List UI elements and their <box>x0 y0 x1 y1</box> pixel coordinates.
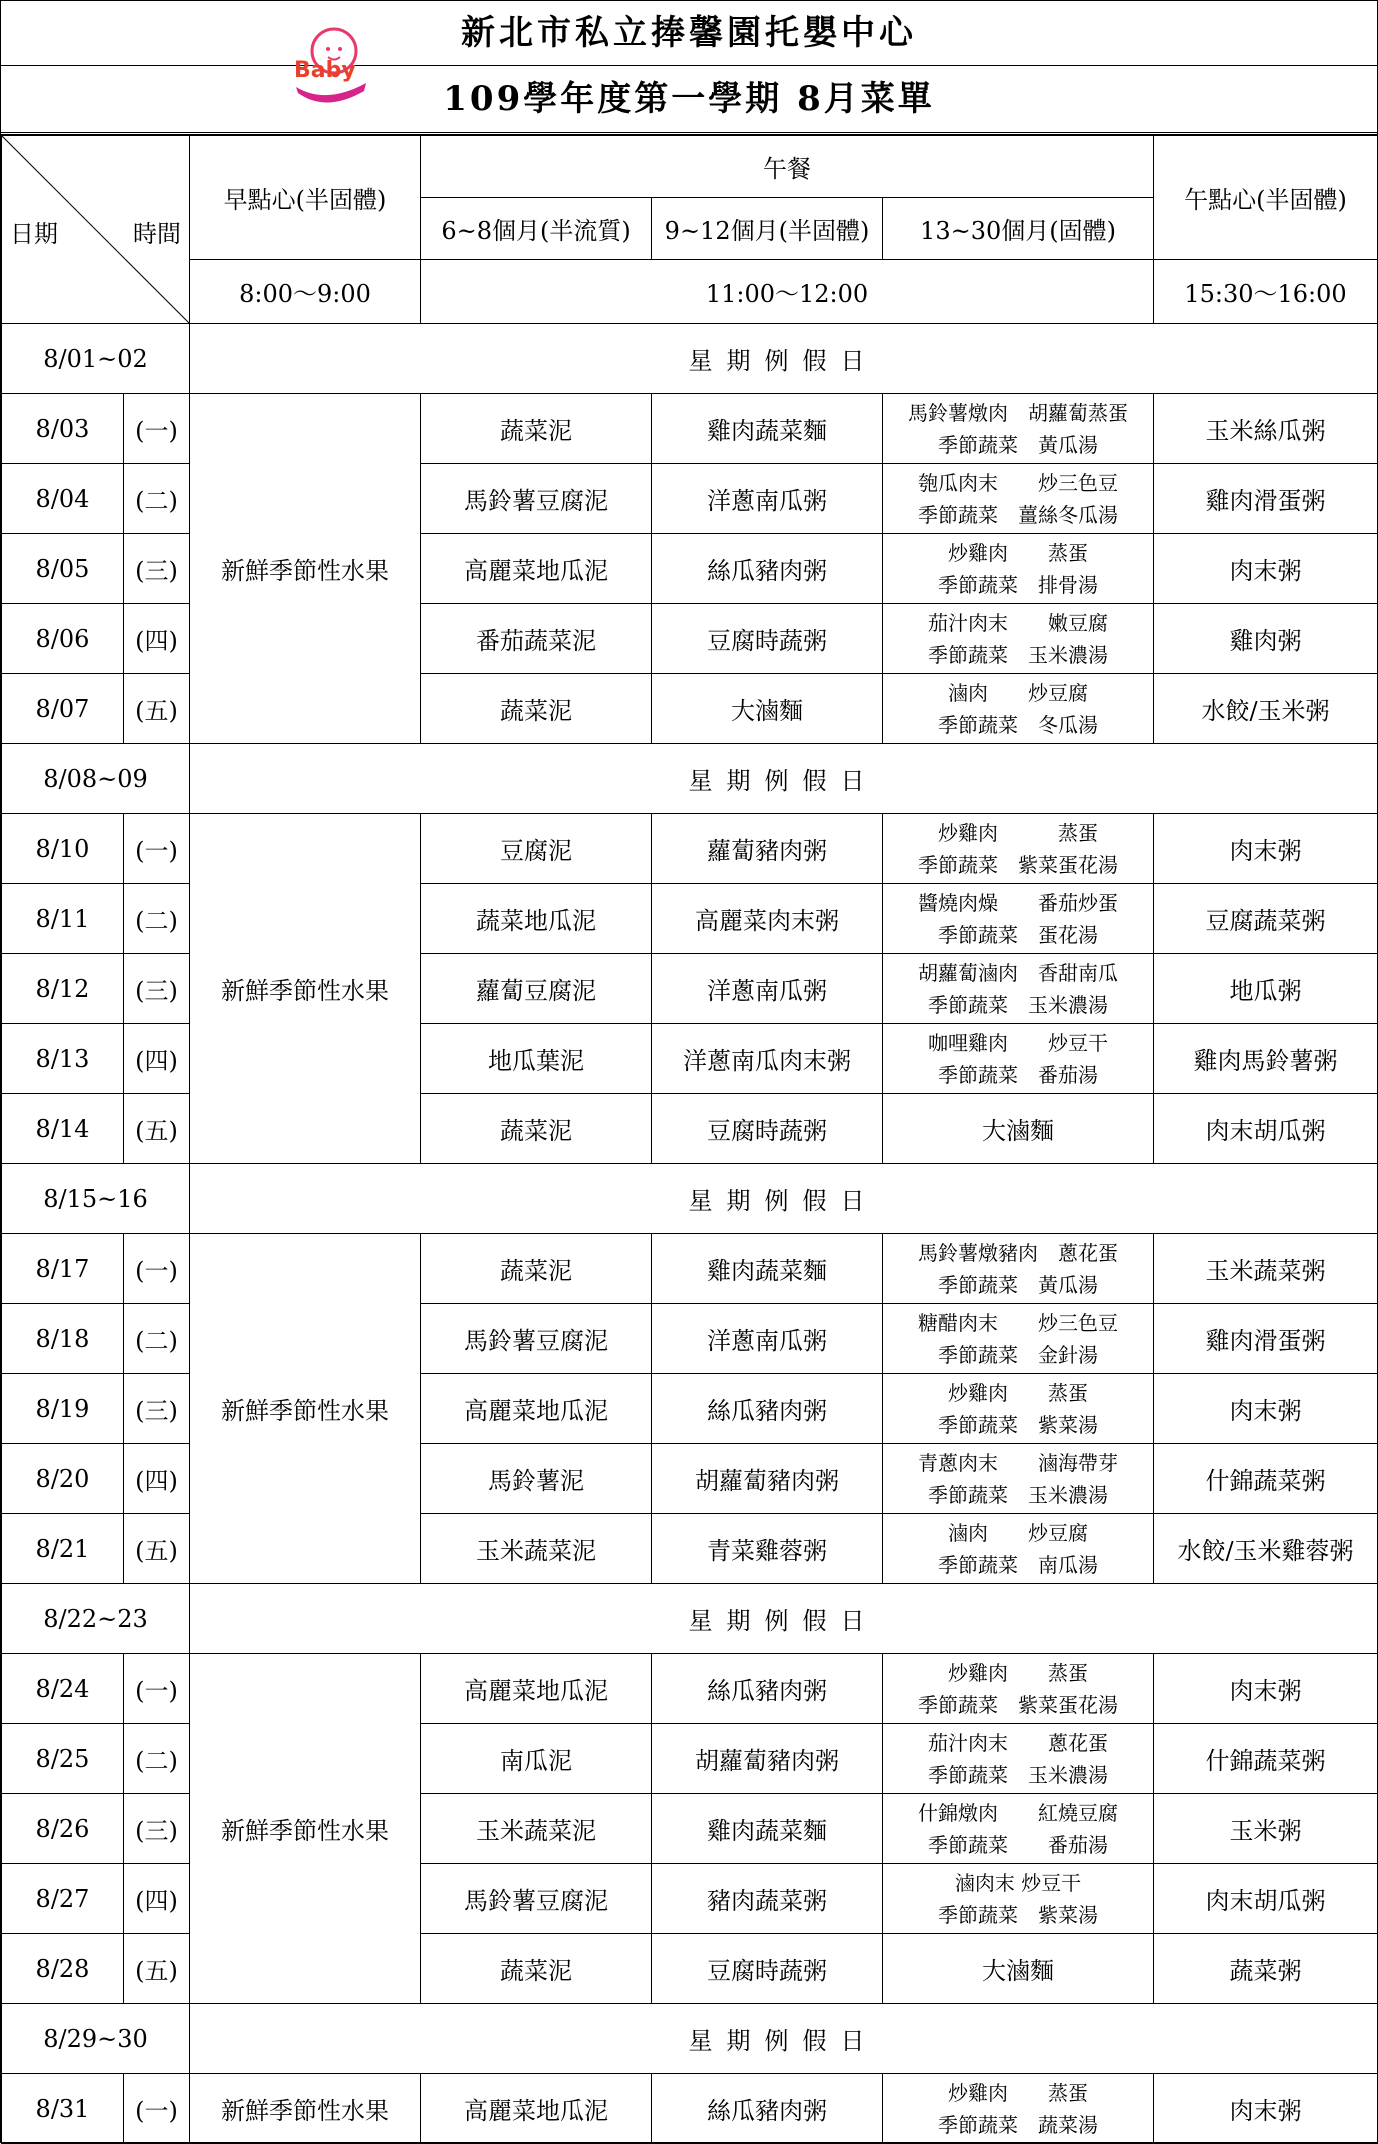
lunch-9-12-cell: 洋蔥南瓜肉末粥 <box>652 1024 883 1094</box>
menu-title: 109學年度第一學期 8月菜單 <box>443 79 935 119</box>
holiday-row <box>2 744 1378 814</box>
lunch-9-12-cell: 絲瓜豬肉粥 <box>652 1374 883 1444</box>
afternoon-snack-cell: 玉米蔬菜粥 <box>1154 1234 1378 1304</box>
lunch-6-8-cell: 馬鈴薯豆腐泥 <box>421 1864 652 1934</box>
side-dishes: 季節蔬菜 番茄湯 <box>938 1062 1098 1087</box>
fruit-cell: 新鮮季節性水果 <box>190 1234 421 1584</box>
lunch-13-30-cell <box>883 674 1154 744</box>
lunch-13-30-cell <box>883 534 1154 604</box>
lunch-13-30-cell <box>883 1374 1154 1444</box>
day-weekday: (四) <box>124 1444 190 1514</box>
day-date: 8/12 <box>2 954 124 1024</box>
day-date: 8/04 <box>2 464 124 534</box>
day-date: 8/06 <box>2 604 124 674</box>
lunch-13-30-cell <box>883 814 1154 884</box>
lunch-13-30-cell <box>883 1304 1154 1374</box>
day-date: 8/21 <box>2 1514 124 1584</box>
lunch-6-8-cell: 蔬菜泥 <box>421 1234 652 1304</box>
side-dishes: 季節蔬菜 薑絲冬瓜湯 <box>918 502 1118 527</box>
day-row <box>2 2074 1378 2144</box>
day-row <box>2 1234 1378 1304</box>
holiday-label: 星期例假日 <box>190 324 1378 394</box>
lunch-6-8-cell: 高麗菜地瓜泥 <box>421 2074 652 2144</box>
lunch-9-12-header: 9~12個月(半固體) <box>652 198 883 260</box>
lunch-13-30-cell <box>883 1654 1154 1724</box>
lunch-9-12-cell: 絲瓜豬肉粥 <box>652 2074 883 2144</box>
lunch-13-30-cell <box>883 604 1154 674</box>
day-weekday: (五) <box>124 1094 190 1164</box>
main-dishes: 馬鈴薯燉豬肉 蔥花蛋 <box>918 1240 1118 1265</box>
afternoon-snack-cell: 肉末粥 <box>1154 814 1378 884</box>
lunch-9-12-cell: 洋蔥南瓜粥 <box>652 1304 883 1374</box>
side-dishes: 季節蔬菜 紫菜湯 <box>938 1412 1098 1437</box>
side-dishes: 季節蔬菜 紫菜湯 <box>938 1902 1098 1927</box>
day-weekday: (三) <box>124 954 190 1024</box>
lunch-6-8-cell: 高麗菜地瓜泥 <box>421 534 652 604</box>
day-weekday: (一) <box>124 1234 190 1304</box>
day-weekday: (二) <box>124 884 190 954</box>
afternoon-snack-cell: 雞肉馬鈴薯粥 <box>1154 1024 1378 1094</box>
main-dishes: 什錦燉肉 紅燒豆腐 <box>918 1800 1118 1825</box>
day-weekday: (四) <box>124 604 190 674</box>
side-dishes: 季節蔬菜 玉米濃湯 <box>928 992 1108 1017</box>
date-time-header <box>2 136 190 324</box>
time-header: 時間 <box>133 220 181 248</box>
lunch-13-30-cell <box>883 1024 1154 1094</box>
holiday-date: 8/08~09 <box>2 744 190 814</box>
day-row <box>2 394 1378 464</box>
day-date: 8/14 <box>2 1094 124 1164</box>
holiday-row <box>2 324 1378 394</box>
day-date: 8/17 <box>2 1234 124 1304</box>
day-date: 8/31 <box>2 2074 124 2144</box>
lunch-9-12-cell: 豆腐時蔬粥 <box>652 604 883 674</box>
day-weekday: (三) <box>124 1374 190 1444</box>
main-dishes: 炒雞肉 蒸蛋 <box>948 1660 1088 1685</box>
day-date: 8/05 <box>2 534 124 604</box>
lunch-header: 午餐 <box>421 136 1154 198</box>
lunch-6-8-cell: 番茄蔬菜泥 <box>421 604 652 674</box>
main-dishes: 滷肉末 炒豆干 <box>954 1870 1082 1895</box>
svg-text:Baby: Baby <box>294 58 356 83</box>
day-weekday: (五) <box>124 1934 190 2004</box>
day-weekday: (四) <box>124 1024 190 1094</box>
lunch-13-30-cell <box>883 464 1154 534</box>
day-row <box>2 1654 1378 1724</box>
day-weekday: (一) <box>124 394 190 464</box>
lunch-6-8-cell: 馬鈴薯豆腐泥 <box>421 464 652 534</box>
lunch-9-12-cell: 高麗菜肉末粥 <box>652 884 883 954</box>
afternoon-snack-cell: 玉米絲瓜粥 <box>1154 394 1378 464</box>
afternoon-snack-cell: 玉米粥 <box>1154 1794 1378 1864</box>
holiday-row <box>2 1584 1378 1654</box>
lunch-9-12-cell: 雞肉蔬菜麵 <box>652 1234 883 1304</box>
afternoon-snack-cell: 水餃/玉米雞蓉粥 <box>1154 1514 1378 1584</box>
lunch-13-30-cell <box>883 1514 1154 1584</box>
main-dishes: 胡蘿蔔滷肉 香甜南瓜 <box>918 960 1118 985</box>
day-date: 8/27 <box>2 1864 124 1934</box>
afternoon-snack-cell: 肉末胡瓜粥 <box>1154 1094 1378 1164</box>
lunch-9-12-cell: 大滷麵 <box>652 674 883 744</box>
lunch-6-8-cell: 蔬菜泥 <box>421 1094 652 1164</box>
school-name: 新北市私立捧馨園托嬰中心 <box>461 13 917 53</box>
lunch-6-8-cell: 玉米蔬菜泥 <box>421 1514 652 1584</box>
side-dishes: 季節蔬菜 黃瓜湯 <box>938 1272 1098 1297</box>
main-dishes: 青蔥肉末 滷海帶芽 <box>918 1450 1118 1475</box>
side-dishes: 季節蔬菜 蛋花湯 <box>938 922 1098 947</box>
lunch-13-30-cell: 大滷麵 <box>883 1094 1154 1164</box>
main-dishes: 咖哩雞肉 炒豆干 <box>928 1030 1108 1055</box>
afternoon-snack-cell: 地瓜粥 <box>1154 954 1378 1024</box>
day-date: 8/25 <box>2 1724 124 1794</box>
morning-snack-header: 早點心(半固體) <box>190 136 421 260</box>
day-weekday: (二) <box>124 464 190 534</box>
afternoon-time: 15:30～16:00 <box>1154 260 1378 324</box>
day-weekday: (三) <box>124 1794 190 1864</box>
day-weekday: (二) <box>124 1724 190 1794</box>
main-dishes: 炒雞肉 蒸蛋 <box>948 2080 1088 2105</box>
holiday-row <box>2 1164 1378 1234</box>
day-weekday: (三) <box>124 534 190 604</box>
day-weekday: (一) <box>124 814 190 884</box>
afternoon-snack-cell: 肉末粥 <box>1154 2074 1378 2144</box>
afternoon-snack-cell: 肉末粥 <box>1154 1374 1378 1444</box>
day-date: 8/18 <box>2 1304 124 1374</box>
lunch-9-12-cell: 胡蘿蔔豬肉粥 <box>652 1724 883 1794</box>
side-dishes: 季節蔬菜 紫菜蛋花湯 <box>918 852 1118 877</box>
afternoon-snack-cell: 雞肉粥 <box>1154 604 1378 674</box>
side-dishes: 季節蔬菜 蔬菜湯 <box>938 2112 1098 2137</box>
lunch-6-8-cell: 南瓜泥 <box>421 1724 652 1794</box>
holiday-date: 8/01~02 <box>2 324 190 394</box>
holiday-label: 星期例假日 <box>190 2004 1378 2074</box>
side-dishes: 季節蔬菜 冬瓜湯 <box>938 712 1098 737</box>
lunch-9-12-cell: 洋蔥南瓜粥 <box>652 954 883 1024</box>
afternoon-snack-cell: 雞肉滑蛋粥 <box>1154 464 1378 534</box>
date-header: 日期 <box>10 220 58 248</box>
menu-table <box>1 135 1378 2144</box>
afternoon-snack-cell: 什錦蔬菜粥 <box>1154 1444 1378 1514</box>
day-weekday: (四) <box>124 1864 190 1934</box>
lunch-6-8-cell: 豆腐泥 <box>421 814 652 884</box>
day-date: 8/24 <box>2 1654 124 1724</box>
fruit-cell: 新鮮季節性水果 <box>190 394 421 744</box>
day-date: 8/20 <box>2 1444 124 1514</box>
lunch-6-8-cell: 蔬菜泥 <box>421 394 652 464</box>
day-weekday: (一) <box>124 2074 190 2144</box>
day-weekday: (一) <box>124 1654 190 1724</box>
lunch-6-8-cell: 蔬菜泥 <box>421 674 652 744</box>
day-date: 8/10 <box>2 814 124 884</box>
lunch-9-12-cell: 洋蔥南瓜粥 <box>652 464 883 534</box>
main-dishes: 滷肉 炒豆腐 <box>948 680 1088 705</box>
main-dishes: 茄汁肉末 嫩豆腐 <box>928 610 1108 635</box>
lunch-6-8-cell: 高麗菜地瓜泥 <box>421 1654 652 1724</box>
day-weekday: (五) <box>124 674 190 744</box>
lunch-6-8-cell: 蔬菜地瓜泥 <box>421 884 652 954</box>
fruit-cell: 新鮮季節性水果 <box>190 1654 421 2004</box>
lunch-9-12-cell: 蘿蔔豬肉粥 <box>652 814 883 884</box>
lunch-6-8-cell: 馬鈴薯豆腐泥 <box>421 1304 652 1374</box>
lunch-9-12-cell: 絲瓜豬肉粥 <box>652 1654 883 1724</box>
lunch-13-30-cell <box>883 1234 1154 1304</box>
holiday-label: 星期例假日 <box>190 1164 1378 1234</box>
lunch-9-12-cell: 豆腐時蔬粥 <box>652 1934 883 2004</box>
side-dishes: 季節蔬菜 玉米濃湯 <box>928 1482 1108 1507</box>
lunch-13-30-cell <box>883 1724 1154 1794</box>
main-dishes: 醬燒肉燥 番茄炒蛋 <box>918 890 1118 915</box>
lunch-9-12-cell: 青菜雞蓉粥 <box>652 1514 883 1584</box>
lunch-time: 11:00～12:00 <box>421 260 1154 324</box>
afternoon-snack-cell: 豆腐蔬菜粥 <box>1154 884 1378 954</box>
day-date: 8/28 <box>2 1934 124 2004</box>
fruit-cell: 新鮮季節性水果 <box>190 814 421 1164</box>
afternoon-snack-cell: 肉末粥 <box>1154 1654 1378 1724</box>
day-date: 8/07 <box>2 674 124 744</box>
main-dishes: 茄汁肉末 蔥花蛋 <box>928 1730 1108 1755</box>
afternoon-snack-header: 午點心(半固體) <box>1154 136 1378 260</box>
day-date: 8/19 <box>2 1374 124 1444</box>
main-dishes: 糖醋肉末 炒三色豆 <box>918 1310 1118 1335</box>
day-date: 8/03 <box>2 394 124 464</box>
menu-title-row <box>1 66 1377 135</box>
side-dishes: 季節蔬菜 金針湯 <box>938 1342 1098 1367</box>
day-row <box>2 814 1378 884</box>
main-dishes: 炒雞肉 蒸蛋 <box>948 1380 1088 1405</box>
side-dishes: 季節蔬菜 黃瓜湯 <box>938 432 1098 457</box>
lunch-13-30-cell <box>883 954 1154 1024</box>
afternoon-snack-cell: 肉末粥 <box>1154 534 1378 604</box>
afternoon-snack-cell: 什錦蔬菜粥 <box>1154 1724 1378 1794</box>
lunch-6-8-cell: 馬鈴薯泥 <box>421 1444 652 1514</box>
holiday-label: 星期例假日 <box>190 1584 1378 1654</box>
lunch-6-8-cell: 高麗菜地瓜泥 <box>421 1374 652 1444</box>
lunch-6-8-cell: 蘿蔔豆腐泥 <box>421 954 652 1024</box>
afternoon-snack-cell: 雞肉滑蛋粥 <box>1154 1304 1378 1374</box>
lunch-9-12-cell: 絲瓜豬肉粥 <box>652 534 883 604</box>
holiday-label: 星期例假日 <box>190 744 1378 814</box>
fruit-cell: 新鮮季節性水果 <box>190 2074 421 2144</box>
lunch-13-30-cell <box>883 2074 1154 2144</box>
lunch-6-8-cell: 玉米蔬菜泥 <box>421 1794 652 1864</box>
lunch-6-8-cell: 蔬菜泥 <box>421 1934 652 2004</box>
side-dishes: 季節蔬菜 紫菜蛋花湯 <box>918 1692 1118 1717</box>
side-dishes: 季節蔬菜 南瓜湯 <box>938 1552 1098 1577</box>
main-dishes: 匏瓜肉末 炒三色豆 <box>918 470 1118 495</box>
day-weekday: (五) <box>124 1514 190 1584</box>
main-dishes: 炒雞肉 蒸蛋 <box>938 820 1098 845</box>
lunch-13-30-cell: 大滷麵 <box>883 1934 1154 2004</box>
side-dishes: 季節蔬菜 玉米濃湯 <box>928 1762 1108 1787</box>
lunch-13-30-cell <box>883 394 1154 464</box>
lunch-9-12-cell: 胡蘿蔔豬肉粥 <box>652 1444 883 1514</box>
lunch-9-12-cell: 豬肉蔬菜粥 <box>652 1864 883 1934</box>
lunch-6-8-cell: 地瓜葉泥 <box>421 1024 652 1094</box>
lunch-9-12-cell: 雞肉蔬菜麵 <box>652 394 883 464</box>
side-dishes: 季節蔬菜 玉米濃湯 <box>928 642 1108 667</box>
afternoon-snack-cell: 肉末胡瓜粥 <box>1154 1864 1378 1934</box>
holiday-date: 8/29~30 <box>2 2004 190 2074</box>
title-row <box>1 1 1377 83</box>
morning-time: 8:00～9:00 <box>190 260 421 324</box>
afternoon-snack-cell: 蔬菜粥 <box>1154 1934 1378 2004</box>
holiday-date: 8/22~23 <box>2 1584 190 1654</box>
day-date: 8/13 <box>2 1024 124 1094</box>
side-dishes: 季節蔬菜 排骨湯 <box>938 572 1098 597</box>
day-date: 8/11 <box>2 884 124 954</box>
lunch-9-12-cell: 豆腐時蔬粥 <box>652 1094 883 1164</box>
holiday-row <box>2 2004 1378 2074</box>
lunch-13-30-cell <box>883 1864 1154 1934</box>
lunch-9-12-cell: 雞肉蔬菜麵 <box>652 1794 883 1864</box>
side-dishes: 季節蔬菜 番茄湯 <box>928 1832 1108 1857</box>
main-dishes: 炒雞肉 蒸蛋 <box>948 540 1088 565</box>
lunch-13-30-header: 13~30個月(固體) <box>883 198 1154 260</box>
day-weekday: (二) <box>124 1304 190 1374</box>
main-dishes: 馬鈴薯燉肉 胡蘿蔔蒸蛋 <box>908 400 1128 425</box>
main-dishes: 滷肉 炒豆腐 <box>948 1520 1088 1545</box>
lunch-13-30-cell <box>883 1444 1154 1514</box>
lunch-13-30-cell <box>883 1794 1154 1864</box>
lunch-6-8-header: 6~8個月(半流質) <box>421 198 652 260</box>
holiday-date: 8/15~16 <box>2 1164 190 1234</box>
day-date: 8/26 <box>2 1794 124 1864</box>
lunch-13-30-cell <box>883 884 1154 954</box>
afternoon-snack-cell: 水餃/玉米粥 <box>1154 674 1378 744</box>
